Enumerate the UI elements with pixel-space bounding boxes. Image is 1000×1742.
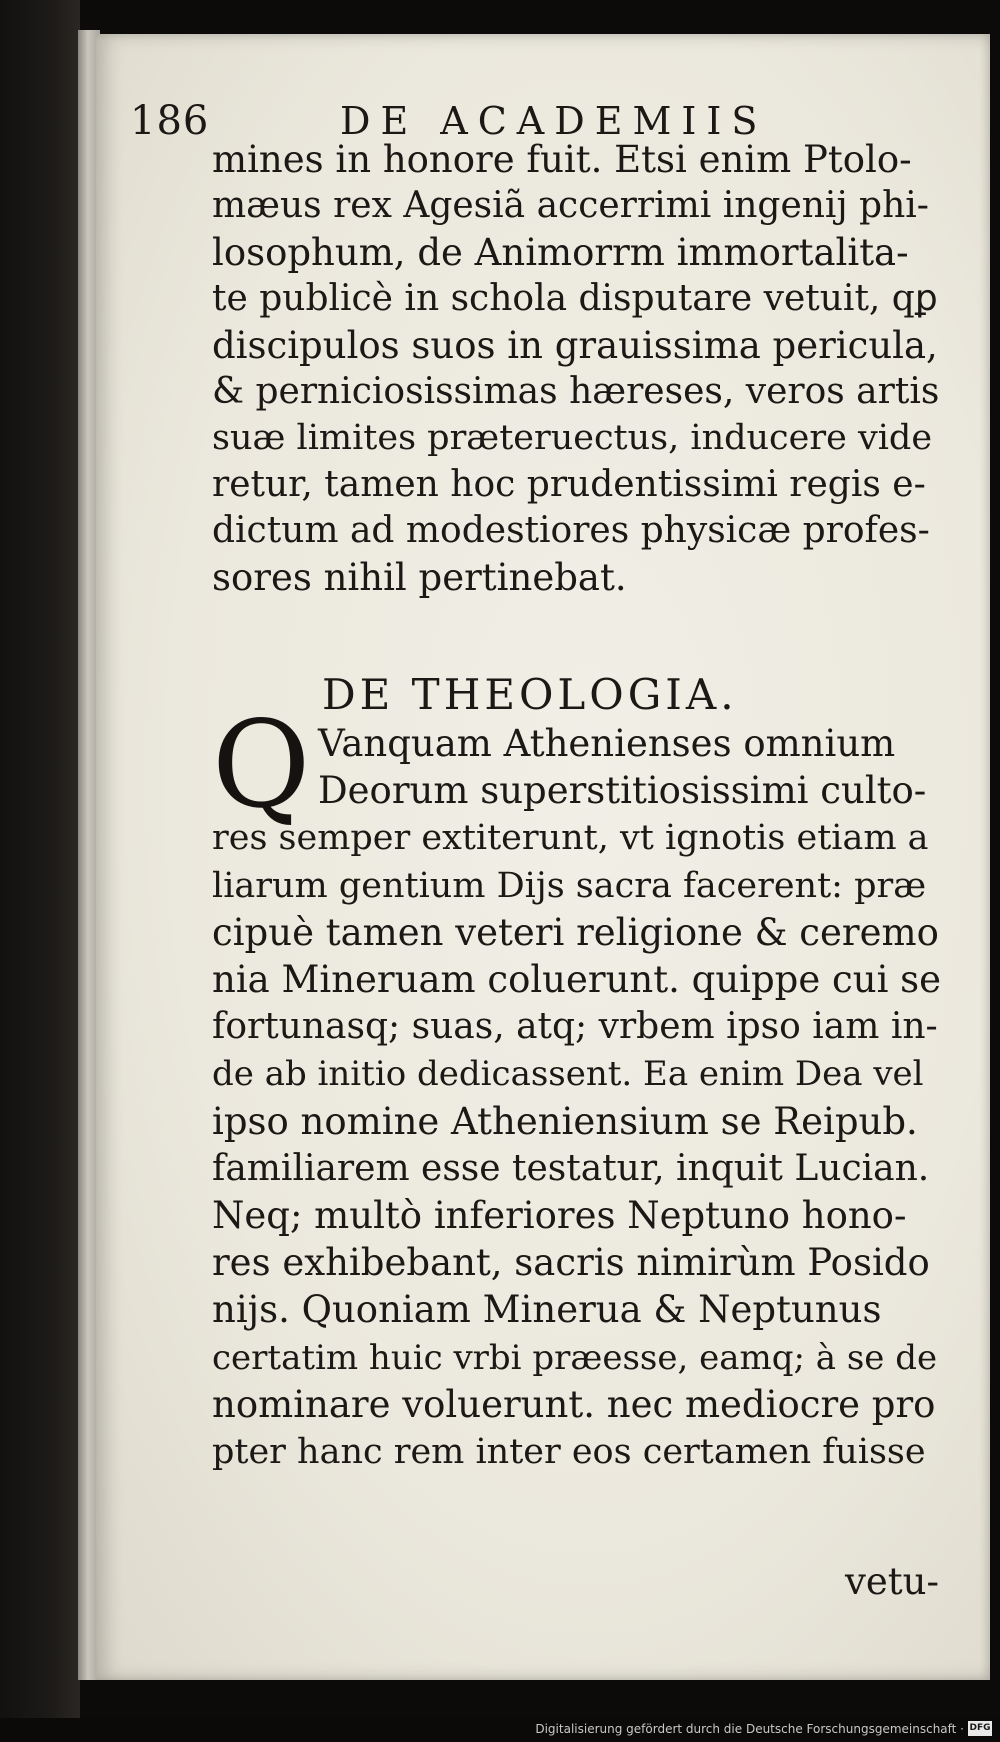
- text-line: certatim huic vrbi præesse, eamq; à se de: [212, 1337, 938, 1378]
- text-line: familiarem esse testatur, inquit Lucian.: [212, 1147, 930, 1189]
- text-line: Neq; multò inferiores Neptuno hono-: [212, 1194, 907, 1237]
- text-line: liarum gentium Dijs sacra facerent: præ: [212, 865, 927, 906]
- text-line: discipulos suos in grauissima pericula,: [212, 323, 938, 367]
- section-heading: DE THEOLOGIA.: [322, 670, 738, 719]
- text-line: nia Mineruam coluerunt. quippe cui se: [212, 958, 942, 1001]
- text-line: ipso nomine Atheniensium se Reipub.: [212, 1099, 918, 1143]
- text-line: te publicè in schola disputare vetuit, qꝑ: [212, 278, 938, 320]
- drop-cap-initial: Q: [212, 696, 311, 835]
- catchword: vetu-: [845, 1560, 939, 1603]
- running-head-title: DE ACADEMIIS: [340, 99, 768, 143]
- text-line: nominare voluerunt. nec mediocre pro: [212, 1382, 936, 1426]
- text-line: res semper extiterunt, vt ignotis etiam a: [212, 818, 929, 859]
- text-line: fortunasq; suas, atq; vrbem ipso iam in-: [212, 1006, 938, 1048]
- text-line: res exhibebant, sacris nimirùm Posido: [212, 1241, 930, 1285]
- dfg-logo: DFG: [968, 1721, 992, 1736]
- text-line: dictum ad modestiores physicæ profes-: [212, 510, 930, 552]
- text-line: mines in honore fuit. Etsi enim Ptolo-: [212, 138, 912, 181]
- text-line: mæus rex Agesiã accerrimi ingenij phi-: [212, 185, 929, 227]
- text-line: Vanquam Athenienses omnium: [318, 722, 896, 765]
- book-cover-edge: [0, 0, 80, 1742]
- text-line: cipuè tamen veteri religione & ceremo: [212, 910, 939, 954]
- text-line: losophum, de Animorrm immortalita-: [212, 230, 909, 274]
- text-line: de ab initio dedicassent. Ea enim Dea vel: [212, 1054, 924, 1095]
- text-line: retur, tamen hoc prudentissimi regis e-: [212, 463, 926, 505]
- text-line: Deorum superstitiosissimi culto-: [318, 769, 927, 813]
- text-line: suæ limites præteruectus, inducere vide: [212, 418, 933, 459]
- text-line: nijs. Quoniam Minerua & Neptunus: [212, 1288, 882, 1332]
- digitization-credit: Digitalisierung gefördert durch die Deutsche Forschungsgemeinschaft ·: [535, 1722, 964, 1736]
- text-line: & perniciosissimas hæreses, veros artis: [212, 371, 940, 412]
- text-line: pter hanc rem inter eos certamen fuisse: [212, 1432, 926, 1472]
- page-number: 186: [130, 98, 210, 144]
- text-line: sores nihil pertinebat.: [212, 555, 627, 599]
